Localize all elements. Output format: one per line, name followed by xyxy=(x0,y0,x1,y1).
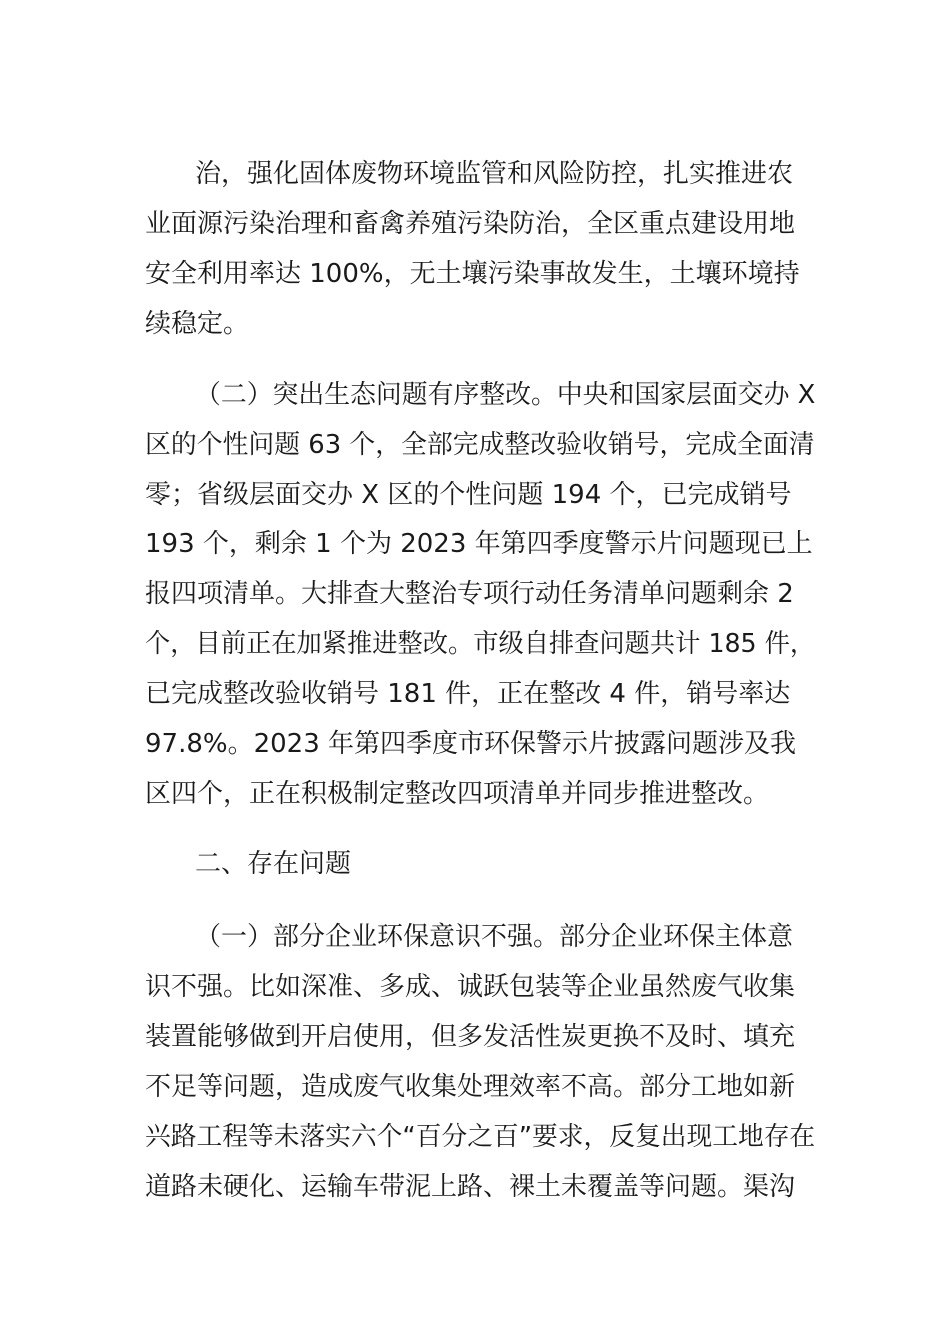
paragraph-1-line-4: 续稳定。 xyxy=(145,309,250,339)
paragraph-2-line-1: （二）突出生态问题有序整改。中央和国家层面交办 X xyxy=(195,380,816,410)
paragraph-2-line-6: 个，目前正在加紧推进整改。市级自排查问题共计 185 件， xyxy=(145,629,816,659)
paragraph-1-line-3: 安全利用率达 100%，无土壤污染事故发生，土壤环境持 xyxy=(145,259,800,289)
paragraph-4-line-1: （一）部分企业环保意识不强。部分企业环保主体意 xyxy=(195,922,794,952)
paragraph-1-line-2: 业面源污染治理和畜禽养殖污染防治，全区重点建设用地 xyxy=(145,209,796,239)
paragraph-2-line-7: 已完成整改验收销号 181 件，正在整改 4 件，销号率达 xyxy=(145,679,791,709)
paragraph-2-line-3: 零；省级层面交办 X 区的个性问题 194 个，已完成销号 xyxy=(145,480,792,510)
paragraph-2-line-4: 193 个，剩余 1 个为 2023 年第四季度警示片问题现已上 xyxy=(145,529,813,559)
section-heading: 二、存在问题 xyxy=(195,849,352,879)
paragraph-2-line-9: 区四个，正在积极制定整改四项清单并同步推进整改。 xyxy=(145,779,770,809)
paragraph-4-line-3: 装置能够做到开启使用，但多发活性炭更换不及时、填充 xyxy=(145,1022,796,1052)
paragraph-2-line-2: 区的个性问题 63 个，全部完成整改验收销号，完成全面清 xyxy=(145,430,815,460)
paragraph-2-line-8: 97.8%。2023 年第四季度市环保警示片披露问题涉及我 xyxy=(145,729,797,759)
paragraph-4-line-4: 不足等问题，造成废气收集处理效率不高。部分工地如新 xyxy=(145,1072,796,1102)
paragraph-4-line-5: 兴路工程等未落实六个“百分之百”要求，反复出现工地存在 xyxy=(145,1122,816,1152)
paragraph-4-line-6: 道路未硬化、运输车带泥上路、裸土未覆盖等问题。渠沟 xyxy=(145,1172,796,1202)
paragraph-1-line-1: 治，强化固体废物环境监管和风险防控，扎实推进农 xyxy=(195,159,794,189)
paragraph-4-line-2: 识不强。比如深准、多成、诚跃包装等企业虽然废气收集 xyxy=(145,972,796,1002)
paragraph-2-line-5: 报四项清单。大排查大整治专项行动任务清单问题剩余 2 xyxy=(145,579,794,609)
